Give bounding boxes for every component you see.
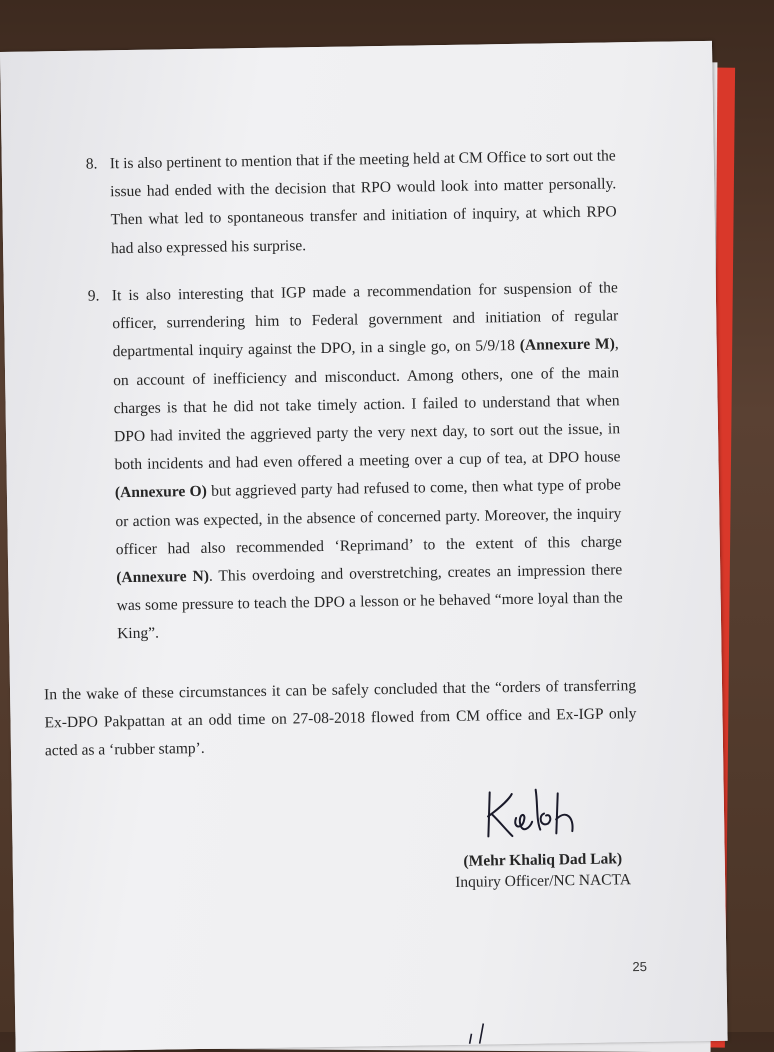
text-segment: , on account of inefficiency and misconduct. Among others, one of the main charges is that he did not take timely action. I failed to understand that when DPO had invited the aggrieved party the very next day, to sort out the issue, in both incidents and had even offered a meeting over a cup of tea, at DPO house: [113, 335, 621, 474]
item-text: It is also pertinent to mention that if the meeting held at CM Office to sort out the issue had ended with the decision that RPO would look into matter personally. Then what led to spontaneous transfer and initiation of inquiry, at which RPO had also expressed his surprise.: [109, 147, 617, 257]
item-number: 9.: [87, 287, 100, 305]
signatory-block: [433, 848, 654, 893]
page-number: 25: [632, 958, 648, 975]
conclusion-paragraph: In the wake of these circumstances it can be safely concluded that the “orders of transferring Ex-DPO Pakpattan at an odd time on 27-08-2018 flowed from CM office and Ex-IGP only acted as a ‘rubber stamp’.: [43, 677, 637, 760]
handwritten-signature: [482, 783, 603, 845]
item-number: 8.: [85, 155, 98, 173]
text-segment: but aggrieved party had refused to come, then what type of probe or action was expected, in the absence of concerned party. Moreover, the inquiry officer had also recommended ‘Reprimand’ to the extent of this charge: [115, 476, 622, 559]
annexure-o-reference: (Annexure O): [114, 483, 207, 502]
annexure-n-reference: (Annexure N): [116, 567, 210, 587]
document-page: [0, 41, 728, 1052]
bottom-ink-mark: [465, 1019, 495, 1044]
item-text: [112, 274, 624, 649]
text-segment: . This overdoing and overstretching, creates an impression there was some pressure to teach the DPO a lesson or he behaved “more loyal than the King”.: [116, 561, 623, 643]
text-segment: It is also interesting that IGP made a recommendation for suspension of the officer, surrendering him to Federal government and initiation of regular departmental inquiry against the DPO, in a single go, on 5/9/18: [111, 279, 619, 361]
paragraph-item-9: [88, 274, 624, 649]
paragraph-item-8: [86, 142, 618, 263]
annexure-m-reference: (Annexure M): [519, 335, 615, 355]
signatory-title: Inquiry Officer/NC NACTA: [455, 871, 632, 891]
signatory-name: (Mehr Khaliq Dad Lak): [463, 850, 623, 870]
